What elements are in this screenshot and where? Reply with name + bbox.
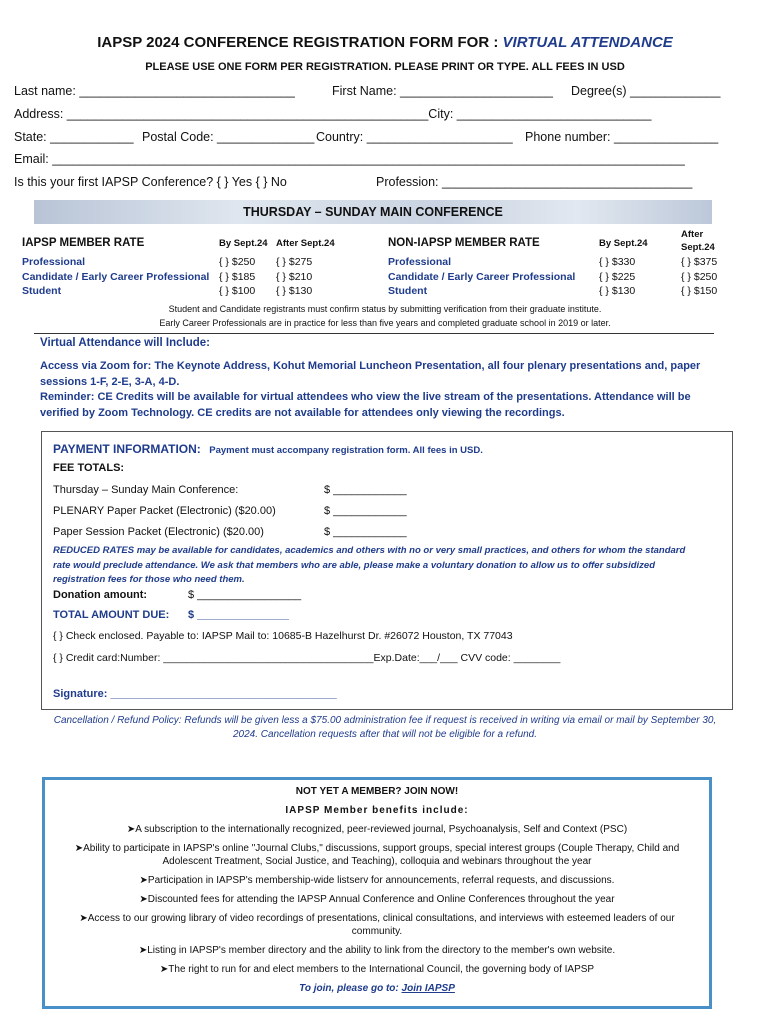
last-name-field[interactable]: Last name: _______________________________ (14, 84, 295, 98)
payment-heading-row (53, 440, 483, 458)
postal-code-field[interactable]: Postal Code: ______________ (142, 130, 315, 144)
rate-label: Candidate / Early Career Professional (388, 270, 576, 283)
donation-field[interactable]: $ _________________ (188, 589, 302, 601)
rate-checkbox[interactable]: { } $275 (276, 256, 313, 268)
fee-item-label: PLENARY Paper Packet (Electronic) ($20.00) (53, 505, 276, 517)
virtual-line: Reminder: CE Credits will be available for virtual attendees who view the live stream of the presentations. Attendance will be (40, 391, 691, 403)
profession-field[interactable]: Profession: ____________________________________ (376, 175, 693, 189)
address-field[interactable]: Address: ____________________________________________________City: ____________________________ (14, 107, 652, 121)
cancellation-policy (20, 714, 750, 742)
credit-card-option[interactable]: { } Credit card:Number: ____________________________________Exp.Date:___/___ CVV code: ________ (53, 652, 561, 664)
rate-checkbox[interactable]: { } $250 (219, 256, 256, 268)
member-rate-by-values (219, 255, 255, 299)
benefit-item: community. (351, 926, 403, 937)
fee-item-blank[interactable]: $ ____________ (324, 484, 407, 496)
status-note-1: Student and Candidate registrants must confirm status by submitting verification from their graduate institute. (168, 304, 602, 314)
reduced-line: registration fees for those who need them. (53, 574, 245, 585)
benefit-item: ➤A subscription to the internationally recognized, peer-reviewed journal, Psychoanalysis, Self and Context (PSC) (126, 824, 628, 835)
nonmember-rate-heading: NON-IAPSP MEMBER RATE (388, 237, 540, 249)
reduced-rates-note (53, 544, 723, 588)
benefit-item: ➤Listing in IAPSP's member directory and the ability to link from the directory to the member's own website. (138, 945, 616, 956)
nonmember-col-after-line2: Sept.24 (681, 242, 715, 253)
donation-label: Donation amount: (53, 589, 148, 601)
nonmember-rate-by-values (599, 255, 635, 299)
nonmember-col-after (681, 229, 715, 253)
member-rate-labels (22, 255, 209, 299)
payment-note: Payment must accompany registration form. All fees in USD. (209, 445, 483, 456)
total-due-label: TOTAL AMOUNT DUE: (53, 609, 170, 621)
email-field[interactable]: Email: ___________________________________________________________________________________________ (14, 152, 685, 166)
phone-field[interactable]: Phone number: _______________ (525, 130, 719, 144)
fee-item-blank[interactable]: $ ____________ (324, 526, 407, 538)
fee-item-blank[interactable]: $ ____________ (324, 505, 407, 517)
member-rate-after-values (276, 255, 312, 299)
rate-label: Student (388, 285, 428, 297)
benefit-item: ➤Ability to participate in IAPSP's online "Journal Clubs," discussions, support groups, special interest groups (Couple Therapy, Child and (74, 843, 680, 854)
rate-checkbox[interactable]: { } $375 (681, 256, 718, 268)
join-cta-text: To join, please go to: (299, 983, 402, 994)
benefit-item: ➤Access to our growing library of video recordings of presentations, clinical consultations, and interviews with esteemed leaders of our (79, 913, 675, 924)
status-note-2: Early Career Professionals are in practice for less than five years and completed graduate school in 2019 or later. (159, 318, 611, 328)
rate-label: Professional (388, 256, 452, 268)
virtual-body (40, 359, 740, 421)
virtual-line: verified by Zoom Technology. CE credits are not available for attendees only viewing the recordings. (40, 406, 565, 419)
fee-item-label: Thursday – Sunday Main Conference: (53, 484, 239, 496)
rate-checkbox[interactable]: { } $130 (276, 285, 313, 297)
virtual-heading: Virtual Attendance will Include: (40, 337, 210, 349)
rate-checkbox[interactable]: { } $330 (599, 256, 636, 268)
cancellation-line: Cancellation / Refund Policy: Refunds will be given less a $75.00 administration fee if request is received in writing via email or mail by September 30, (53, 715, 717, 726)
rate-checkbox[interactable]: { } $150 (681, 285, 718, 297)
reduced-line: REDUCED RATES may be available for candidates, academics and others with no or very small practices, and others for whom the standard (53, 545, 686, 556)
rate-checkbox[interactable]: { } $100 (219, 285, 256, 297)
reduced-line: rate would preclude attendance. We ask that members who are able, please make a voluntary donation to allow us to offer subsidized (53, 559, 655, 571)
divider (34, 333, 714, 334)
cancellation-line: 2024. Cancellation requests after that will not be eligible for a refund. (232, 729, 538, 740)
main-conference-banner: THURSDAY – SUNDAY MAIN CONFERENCE (34, 200, 712, 224)
form-title (0, 34, 770, 51)
nonmember-rate-labels (388, 255, 575, 299)
rate-label: Candidate / Early Career Professional (22, 270, 210, 283)
title-accent: VIRTUAL ATTENDANCE (502, 34, 673, 51)
member-col-by: By Sept.24 (219, 238, 268, 249)
fee-totals-label: FEE TOTALS: (53, 462, 125, 474)
degrees-field[interactable]: Degree(s) _____________ (571, 84, 721, 98)
first-name-field[interactable]: First Name: ______________________ (332, 84, 554, 98)
state-field[interactable]: State: ____________ (14, 130, 134, 144)
rate-checkbox[interactable]: { } $185 (219, 270, 256, 283)
rate-label: Student (22, 285, 62, 297)
form-subtitle: PLEASE USE ONE FORM PER REGISTRATION. PLEASE PRINT OR TYPE. ALL FEES IN USD (145, 61, 625, 73)
benefit-item: ➤The right to run for and elect members to the International Council, the governing body of IAPSP (159, 964, 595, 975)
rate-checkbox[interactable]: { } $250 (681, 270, 718, 283)
nonmember-col-by: By Sept.24 (599, 238, 648, 249)
rate-checkbox[interactable]: { } $210 (276, 270, 313, 283)
signature-field[interactable]: Signature: _____________________________________ (53, 688, 337, 700)
nonmember-rate-after-values (681, 255, 717, 299)
country-field[interactable]: Country: _____________________ (316, 130, 513, 144)
benefit-item: ➤Participation in IAPSP's membership-wide listserv for announcements, referral requests, and discussions. (139, 875, 615, 886)
check-option[interactable]: { } Check enclosed. Payable to: IAPSP Mail to: 10685-B Hazelhurst Dr. #26072 Houston, TX 77043 (53, 630, 513, 642)
title-main: IAPSP 2024 CONFERENCE REGISTRATION FORM FOR : (97, 34, 503, 51)
nonmember-col-after-line1: After (681, 229, 704, 240)
benefit-item: Adolescent Treatment, Social Justice, and Teaching), colloquia and webinars throughout the year (162, 856, 592, 867)
rate-checkbox[interactable]: { } $225 (599, 270, 636, 283)
join-cta (42, 982, 712, 996)
first-conference-question[interactable]: Is this your first IAPSP Conference? { } Yes { } No (14, 175, 287, 189)
total-due-field[interactable]: $ _______________ (188, 609, 289, 621)
rate-label: Professional (22, 256, 86, 268)
fee-item-label: Paper Session Packet (Electronic) ($20.00) (53, 526, 264, 538)
benefits-heading: IAPSP Member benefits include: (285, 805, 469, 816)
virtual-line: Access via Zoom for: The Keynote Address, Kohut Memorial Luncheon Presentation, all four plenary presentations and, paper (40, 360, 701, 372)
payment-heading: PAYMENT INFORMATION: (53, 442, 201, 456)
join-link[interactable]: Join IAPSP (401, 983, 455, 994)
rate-checkbox[interactable]: { } $130 (599, 285, 636, 297)
benefit-item: ➤Discounted fees for attending the IAPSP Annual Conference and Online Conferences throughout the year (139, 894, 615, 905)
member-col-after: After Sept.24 (276, 238, 335, 249)
member-rate-heading: IAPSP MEMBER RATE (22, 237, 145, 249)
virtual-line: sessions 1-F, 2-E, 3-A, 4-D. (40, 375, 180, 388)
join-heading: NOT YET A MEMBER? JOIN NOW! (295, 786, 459, 797)
